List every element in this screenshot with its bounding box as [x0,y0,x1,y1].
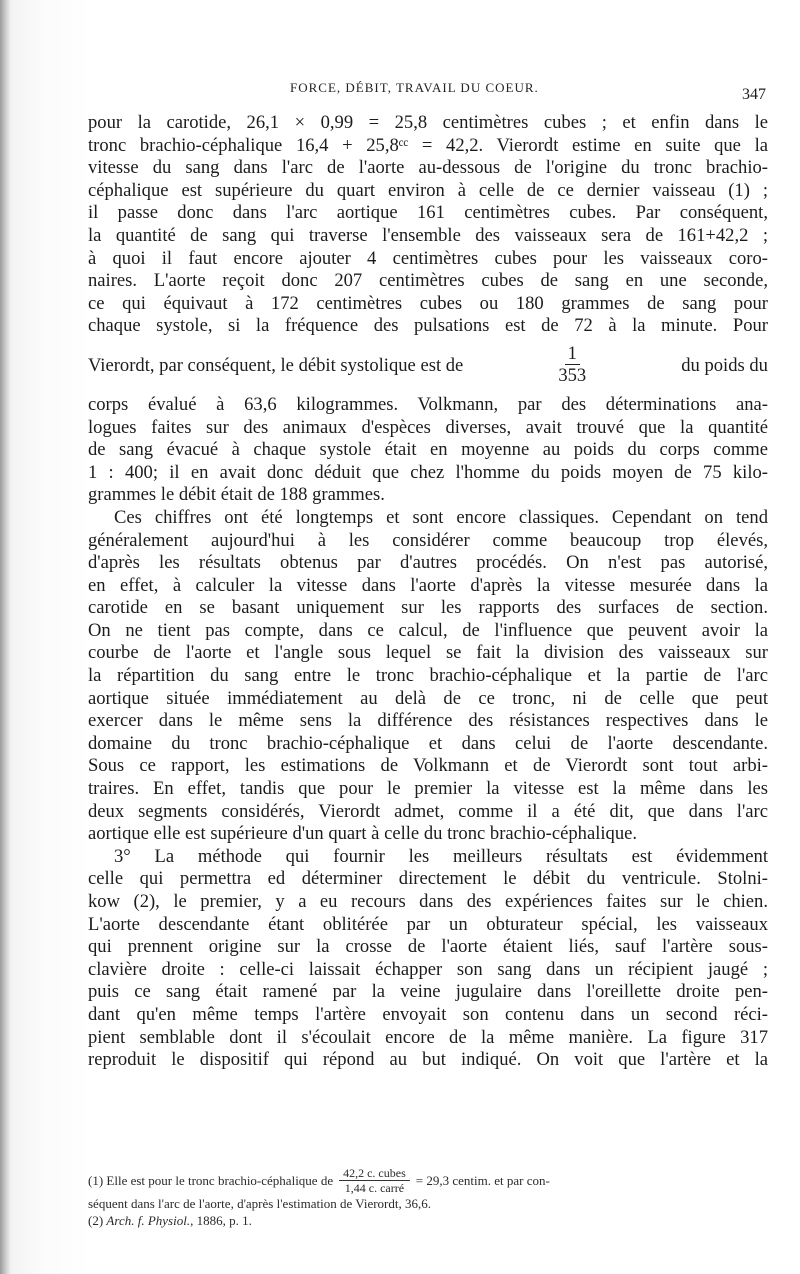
text-line: exercer dans le même sens la différence des résistances respectives dans le [88,710,768,732]
fraction-line-after: du poids du [681,354,768,376]
text-line: Ces chiffres ont été longtemps et sont encore classiques. Cependant on tend [114,506,768,528]
footnote-1 [88,1166,768,1195]
footnote-2 [88,1212,768,1229]
text-line: grammes le débit était de 188 grammes. [88,484,385,506]
text-line: il passe donc dans l'arc aortique 161 centimètres cubes. Par conséquent, [88,202,768,224]
text-line: naires. L'aorte reçoit donc 207 centimètres cubes de sang en une seconde, [88,270,768,292]
text-line: d'après les résultats obtenus par d'autres procédés. On n'est pas autorisé, [88,552,768,574]
page-number: 347 [742,86,766,103]
text-line: ce qui équivaut à 172 centimètres cubes ou 180 grammes de sang pour [88,292,768,314]
text-line: carotide en se basant uniquement sur les rapports des surfaces de section. [88,597,768,619]
text-line: vitesse du sang dans l'arc de l'aorte au-dessous de l'origine du tronc brachio- [88,157,768,179]
running-head: FORCE, DÉBIT, TRAVAIL DU COEUR. [290,80,539,95]
text-line: généralement aujourd'hui à les considérer comme beaucoup trop élevés, [88,529,768,551]
footnote-2-mark: (2) [88,1213,104,1228]
text-line: en effet, à calculer la vitesse dans l'aorte d'après la vitesse mesurée dans la [88,574,768,596]
paragraph-2 [88,507,768,846]
text-line: la quantité de sang qui traverse l'ensemble des vaisseaux sera de 161+42,2 ; [88,224,768,246]
text-line: clavière droite : celle-ci laissait échapper son sang dans un récipient jaugé ; [88,958,768,980]
text-line: logues faites sur des animaux d'espèces diverses, avait trouvé que la quantité [88,416,768,438]
text-line: kow (2), le premier, y a eu recours dans des expériences faites sur le chien. [88,891,768,912]
text-line: corps évalué à 63,6 kilogrammes. Volkmann, par des déterminations ana- [88,393,768,415]
text-line: deux segments considérés, Vierordt admet, comme il a été dit, que dans l'arc [88,800,768,822]
footnote-1-fraction [339,1166,410,1195]
text-line: la répartition du sang entre le tronc brachio-céphalique et la partie de l'arc [88,665,768,687]
text-line: domaine du tronc brachio-céphalique et dans celui de l'aorte descendante. [88,732,768,754]
footnotes [88,1166,768,1229]
footnote-1-result: = 29,3 centim. et par con- [415,1173,550,1188]
footnote-2-ref: , 1886, p. 1. [190,1213,252,1228]
text-line: traires. En effet, tandis que pour le premier la vitesse est la même dans les [88,778,768,800]
paragraph-1 [88,112,768,507]
text-line: Sous ce rapport, les estimations de Volkmann et de Vierordt sont tout arbi- [88,755,768,777]
text-line: pient semblable dont il s'écoulait encore de la même manière. La figure 317 [88,1026,768,1048]
text-line: On ne tient pas compte, dans ce calcul, de l'influence que peuvent avoir la [88,619,768,641]
text-line: 3° La méthode qui fournir les meilleurs résultats est évidemment [114,845,768,867]
footnote-2-journal: Arch. f. Physiol. [106,1213,191,1228]
text-line: reproduit le dispositif qui répond au but indiqué. On voit que l'artère et la [88,1049,768,1071]
footnote-1-line-2: séquent dans l'arc de l'aorte, d'après l'estimation de Vierordt, 36,6. [88,1196,431,1211]
footnote-fraction-denominator: 1,44 c. carré [344,1181,405,1195]
text-line: dant qu'en même temps l'artère envoyait son contenu dans un second réci- [88,1003,768,1025]
page-binding-edge [0,0,10,1274]
paragraph-3 [88,846,768,1072]
body-text [88,112,768,1072]
text-line: de sang évacué à chaque systole était en moyenne au poids du corps comme [88,439,768,461]
text-line: aortique elle est supérieure d'un quart à celle du tronc brachio-céphalique. [88,823,638,845]
page-header [0,80,800,106]
text-line: chaque systole, si la fréquence des pulsations est de 72 à la minute. Pour [88,315,768,337]
text-line: 1 : 400; il en avait donc déduit que chez l'homme du poids moyen de 75 kilo- [88,461,768,483]
text-line: celle qui permettra ed déterminer directement le débit du ventricule. Stolni- [88,868,768,890]
fraction-denominator: 353 [558,365,587,387]
text-line: qui prennent origine sur la crosse de l'aorte étaient liés, sauf l'artère sous- [88,936,768,958]
text-line: L'aorte descendante étant oblitérée par un obturateur spécial, les vaisseaux [88,913,768,935]
fraction-line [88,342,768,390]
text-line: aortique située immédiatement au delà de ce tronc, ni de celle que peut [88,687,768,709]
footnote-fraction-numerator: 42,2 c. cubes [339,1166,410,1181]
footnote-1-text: (1) Elle est pour le tronc brachio-céphalique de [88,1173,334,1188]
fraction-numerator: 1 [565,344,580,365]
text-line: courbe de l'aorte et l'angle sous lequel se fait la division des vaisseaux sur [88,642,768,664]
fraction-1-over-353 [558,344,586,387]
text-line: pour la carotide, 26,1 × 0,99 = 25,8 centimètres cubes ; et enfin dans le [88,112,768,133]
text-line: céphalique est supérieure du quart environ à celle de ce dernier vaisseau (1) ; [88,179,768,201]
text-line: à quoi il faut encore ajouter 4 centimètres cubes pour les vaisseaux coro- [88,247,768,269]
text-line: tronc brachio-céphalique 16,4 + 25,8ᶜᶜ = 42,2. Vierordt estime en suite que la [88,134,768,156]
text-line: puis ce sang était ramené par la veine jugulaire dans l'oreillette droite pen- [88,981,768,1003]
fraction-line-before: Vierordt, par conséquent, le débit systolique est de [88,354,464,376]
